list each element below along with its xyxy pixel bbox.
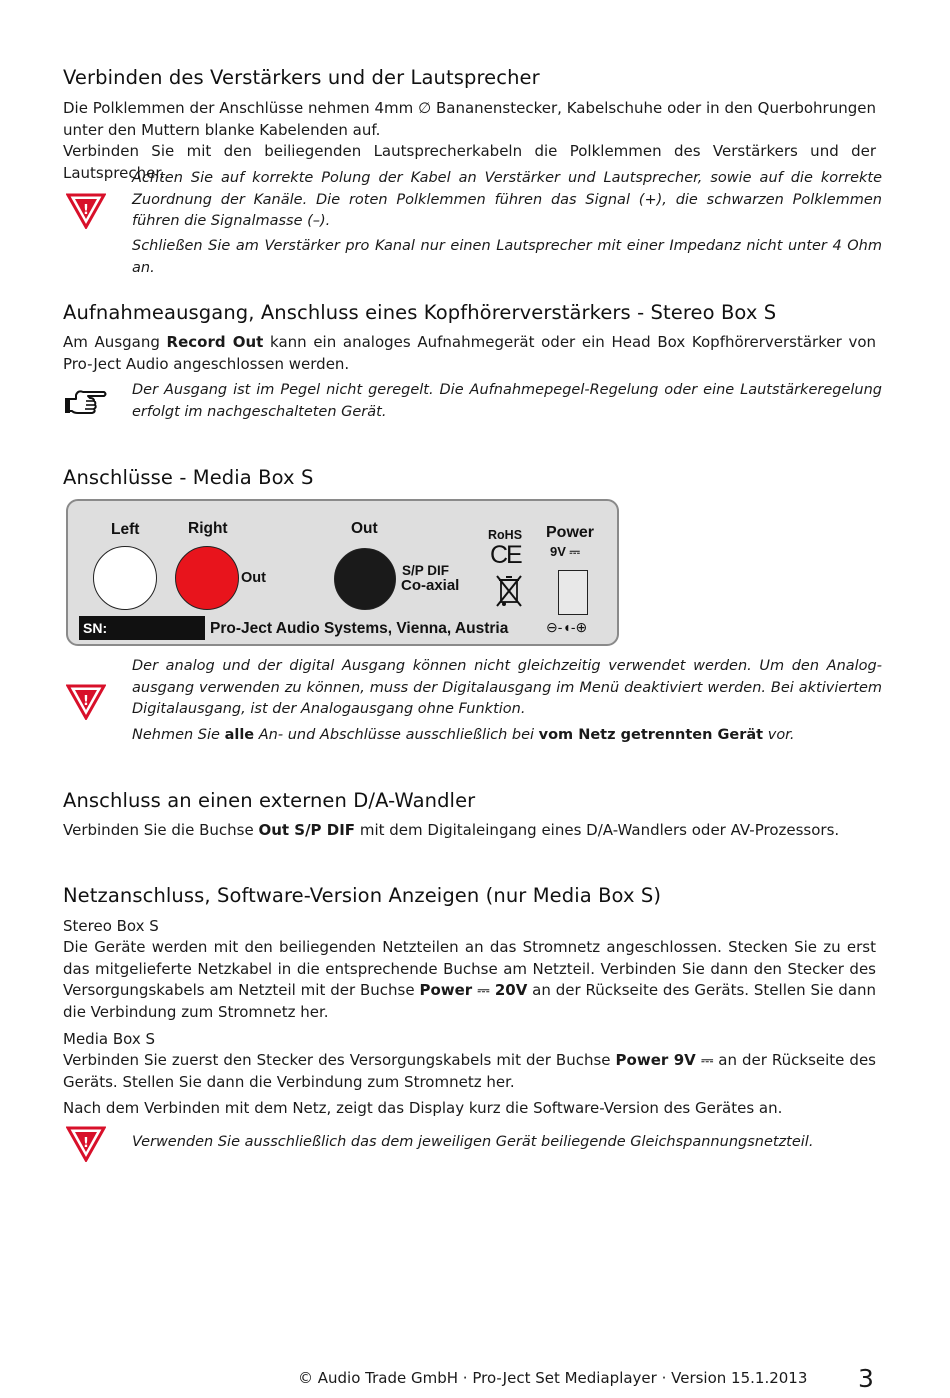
panel-label-coaxial: Co-axial	[401, 577, 460, 594]
spdif-jack-black	[334, 548, 396, 610]
panel-label-spdif: S/P DIF	[402, 563, 450, 578]
polarity-symbol-icon: ⊖-◖-⊕	[546, 619, 588, 635]
power-media-paragraph: Verbinden Sie zuerst den Stecker des Versorgungskabels mit der Buchse Power 9V ⎓ an der Rückseite des Geräts. Stellen Sie dann die Verbindung zum Stromnetz her.	[63, 1051, 876, 1091]
record-note: Der Ausgang ist im Pegel nicht geregelt. Die Aufnahmepegel-Regelung oder eine Lautstärkeregelung erfolgt im nachgeschalteten Gerät.	[132, 382, 882, 420]
warning-triangle-icon	[66, 1126, 106, 1162]
panel-label-left: Left	[111, 521, 140, 538]
amp-impedance-note: Schließen Sie am Verstärker pro Kanal nur einen Lautsprecher mit einer Impedanz nicht unter 4 Ohm an.	[132, 238, 882, 276]
panel-label-rohs: RoHS	[488, 528, 523, 542]
section-title-amp: Verbinden des Verstärkers und der Lautsprecher	[63, 66, 540, 89]
section-title-power: Netzanschluss, Software-Version Anzeigen (nur Media Box S)	[63, 884, 662, 907]
section-title-record: Aufnahmeausgang, Anschluss eines Kopfhörerverstärkers - Stereo Box S	[63, 301, 777, 324]
record-paragraph: Am Ausgang Record Out kann ein analoges Aufnahmegerät oder ein Head Box Kopfhörerverstärker von Pro-Ject Audio angeschlossen werden.	[63, 333, 877, 373]
svg-text:!: !	[83, 1136, 89, 1151]
right-jack-red	[175, 546, 239, 610]
left-jack-white	[93, 546, 157, 610]
ce-mark-icon: CE	[490, 541, 521, 569]
dac-paragraph: Verbinden Sie die Buchse Out S/P DIF mit dem Digitaleingang eines D/A-Wandlers oder AV-Prozessors.	[63, 821, 840, 839]
power-socket	[558, 570, 588, 615]
warning-triangle-icon	[66, 684, 106, 720]
page-footer: © Audio Trade GmbH · Pro-Ject Set Mediaplayer · Version 15.1.2013	[298, 1369, 808, 1387]
rear-panel-diagram	[66, 499, 619, 646]
subheading-stereo-box: Stereo Box S	[63, 917, 159, 935]
panel-label-digital-out: Out	[351, 520, 378, 537]
amp-paragraph-2: Verbinden Sie mit den beiliegenden Lautsprecherkabeln die Polklemmen des Verstärkers und der Lautsprecher.	[63, 142, 876, 182]
svg-text:!: !	[83, 694, 89, 709]
power-software-paragraph: Nach dem Verbinden mit dem Netz, zeigt das Display kurz die Software-Version des Gerätes an.	[63, 1099, 783, 1117]
warning-triangle-icon	[66, 193, 106, 229]
weee-bin-icon	[495, 574, 523, 608]
media-output-note: Der analog und der digital Ausgang können nicht gleichzeitig verwendet werden. Um den Analog-ausgang verwenden zu können, muss der Digitalausgang im Menü deaktiviert werden. Bei aktiviertem Digitalausgang, ist der Analogausgang ohne Funktion.	[132, 658, 882, 717]
subheading-media-box: Media Box S	[63, 1030, 155, 1048]
panel-label-analog-out: Out	[241, 570, 266, 586]
panel-label-voltage: 9V ⎓	[550, 544, 580, 559]
serial-number-label: SN:	[79, 616, 205, 640]
panel-brand-text: Pro-Ject Audio Systems, Vienna, Austria	[210, 620, 509, 637]
section-title-dac: Anschluss an einen externen D/A-Wandler	[63, 789, 476, 812]
pointing-hand-icon	[64, 386, 108, 420]
panel-label-power: Power	[546, 524, 595, 541]
amp-warning-note: Achten Sie auf korrekte Polung der Kabel an Verstärker und Lautsprecher, sowie auf die korrekte Zuordnung der Kanäle. Die roten Polklemmen führen das Signal (+), die schwarzen Polklemmen führen die Signalmasse (–).	[132, 170, 882, 229]
media-disconnect-note: Nehmen Sie alle An- und Abschlüsse ausschließlich bei vom Netz getrennten Gerät vor.	[132, 727, 795, 743]
power-stereo-paragraph: Die Geräte werden mit den beiliegenden Netzteilen an das Stromnetz angeschlossen. Stecken Sie zu erst das mitgelieferte Netzkabel in die entsprechende Buchse am Netzteil. Verbinden Sie dann den Stecker des Versorgungskabels am Netzteil mit der Buchse Power ⎓ 20V an der Rückseite des Geräts. Stellen Sie dann die Verbindung zum Stromnetz her.	[63, 938, 877, 1021]
svg-text:!: !	[83, 203, 89, 218]
panel-label-right: Right	[188, 520, 228, 537]
section-title-media: Anschlüsse - Media Box S	[63, 466, 314, 489]
amp-paragraph-1: Die Polklemmen der Anschlüsse nehmen 4mm ∅ Bananenstecker, Kabelschuhe oder in den Querbohrungen unter den Muttern blanke Kabelenden auf.	[63, 99, 876, 139]
page-number: 3	[858, 1364, 874, 1393]
power-supply-note: Verwenden Sie ausschließlich das dem jeweiligen Gerät beiliegende Gleichspannungsnetzteil.	[132, 1134, 814, 1150]
